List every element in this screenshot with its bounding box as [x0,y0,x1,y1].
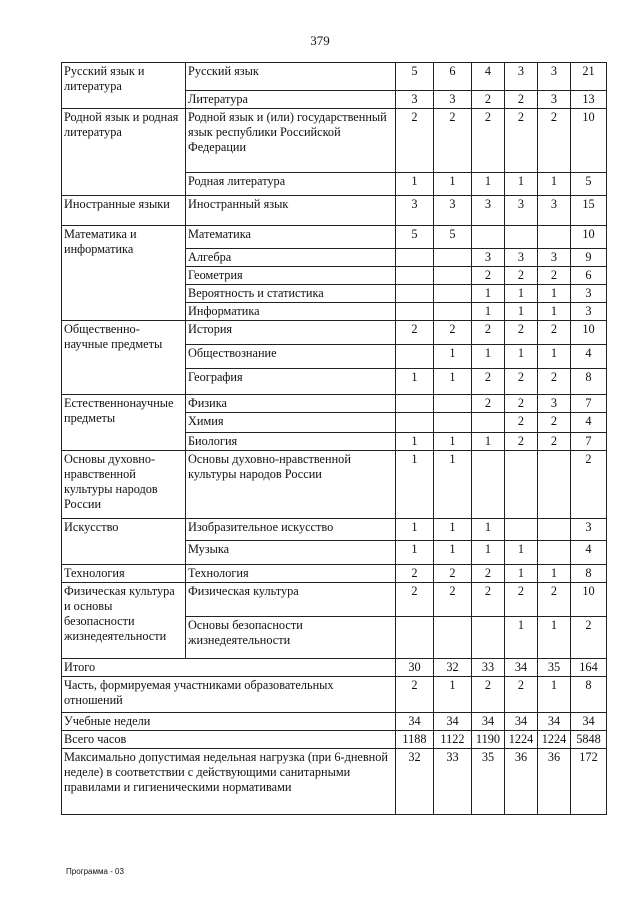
summary-label: Всего часов [62,731,396,749]
hours-grade-8 [505,226,538,249]
hours-grade-7 [472,226,505,249]
hours-grade-9: 34 [538,713,571,731]
hours-grade-9: 1 [538,345,571,369]
subject-name: Биология [186,433,396,451]
subject-name: Музыка [186,541,396,565]
hours-total: 10 [571,109,607,173]
hours-grade-8: 1 [505,173,538,196]
hours-grade-8: 3 [505,196,538,226]
hours-grade-8: 2 [505,321,538,345]
subject-name: Основы безопасности жизнедеятельности [186,617,396,659]
hours-grade-6: 1 [434,541,472,565]
summary-label: Итого [62,659,396,677]
hours-grade-5: 2 [396,109,434,173]
hours-grade-6: 1 [434,173,472,196]
hours-grade-6 [434,303,472,321]
hours-grade-5: 2 [396,677,434,713]
table-row [62,63,607,91]
hours-grade-5: 2 [396,565,434,583]
hours-grade-8: 1 [505,617,538,659]
hours-grade-5 [396,617,434,659]
hours-grade-7 [472,451,505,519]
hours-grade-5: 5 [396,226,434,249]
hours-grade-7: 2 [472,369,505,395]
subject-area: Общественно-научные предметы [62,321,186,395]
subject-name: Изобразительное искусство [186,519,396,541]
hours-grade-7: 1190 [472,731,505,749]
hours-grade-6: 1122 [434,731,472,749]
hours-grade-6: 1 [434,677,472,713]
hours-total: 5 [571,173,607,196]
hours-grade-6: 1 [434,451,472,519]
table-row [62,519,607,541]
hours-grade-6 [434,267,472,285]
hours-grade-9: 3 [538,91,571,109]
hours-grade-8: 2 [505,109,538,173]
page-number: 379 [310,33,330,48]
hours-total: 6 [571,267,607,285]
subject-name: Геометрия [186,267,396,285]
subject-name: Основы духовно-нравственной культуры народов России [186,451,396,519]
hours-grade-8: 2 [505,583,538,617]
hours-grade-5: 1 [396,451,434,519]
hours-grade-9 [538,226,571,249]
hours-grade-9 [538,451,571,519]
hours-grade-8: 2 [505,433,538,451]
table-row [62,749,607,815]
hours-grade-8: 3 [505,249,538,267]
hours-grade-6: 32 [434,659,472,677]
hours-grade-6: 2 [434,583,472,617]
table-row [62,565,607,583]
table-row [62,321,607,345]
hours-grade-9: 3 [538,395,571,413]
subject-area: Основы духовно-нравственной культуры народов России [62,451,186,519]
hours-grade-9: 3 [538,63,571,91]
hours-grade-5: 3 [396,91,434,109]
subject-name: История [186,321,396,345]
hours-grade-7: 2 [472,321,505,345]
hours-total: 172 [571,749,607,815]
hours-grade-7: 1 [472,345,505,369]
subject-area: Искусство [62,519,186,565]
hours-grade-9: 35 [538,659,571,677]
subject-name: Информатика [186,303,396,321]
hours-grade-8 [505,519,538,541]
hours-grade-7: 2 [472,583,505,617]
subject-name: Вероятность и статистика [186,285,396,303]
subject-name: Технология [186,565,396,583]
hours-grade-8: 1 [505,285,538,303]
hours-grade-6 [434,249,472,267]
hours-grade-7: 1 [472,173,505,196]
hours-total: 3 [571,285,607,303]
hours-grade-8: 34 [505,659,538,677]
hours-total: 5848 [571,731,607,749]
hours-grade-5 [396,249,434,267]
hours-grade-8: 2 [505,369,538,395]
footer-label: Программа - 03 [66,867,124,876]
subject-name: Физика [186,395,396,413]
hours-grade-9: 1 [538,303,571,321]
hours-grade-7 [472,617,505,659]
hours-grade-5: 1 [396,519,434,541]
subject-name: География [186,369,396,395]
hours-grade-9: 2 [538,321,571,345]
hours-grade-9 [538,519,571,541]
hours-grade-6: 6 [434,63,472,91]
hours-total: 8 [571,677,607,713]
table-row [62,713,607,731]
hours-grade-9: 2 [538,267,571,285]
hours-grade-7: 2 [472,677,505,713]
hours-grade-7: 2 [472,395,505,413]
hours-grade-8: 1 [505,565,538,583]
table-row [62,731,607,749]
subject-name: Математика [186,226,396,249]
hours-grade-6: 3 [434,91,472,109]
table-row [62,583,607,617]
hours-total: 2 [571,451,607,519]
hours-grade-8: 1 [505,541,538,565]
hours-grade-5 [396,285,434,303]
hours-total: 34 [571,713,607,731]
hours-grade-5 [396,413,434,433]
hours-total: 21 [571,63,607,91]
hours-grade-6: 2 [434,109,472,173]
table-row [62,677,607,713]
curriculum-table [61,62,607,815]
subject-area: Русский язык и литература [62,63,186,109]
hours-total: 10 [571,321,607,345]
table-row [62,395,607,413]
hours-grade-6: 34 [434,713,472,731]
hours-grade-9 [538,541,571,565]
hours-grade-5: 2 [396,583,434,617]
hours-total: 2 [571,617,607,659]
subject-area: Иностранные языки [62,196,186,226]
hours-grade-5: 1 [396,433,434,451]
hours-grade-9: 1 [538,617,571,659]
table-row [62,196,607,226]
hours-grade-8: 2 [505,395,538,413]
summary-label: Учебные недели [62,713,396,731]
hours-grade-9: 2 [538,109,571,173]
hours-grade-5: 5 [396,63,434,91]
hours-total: 13 [571,91,607,109]
hours-grade-9: 2 [538,413,571,433]
subject-name: Иностранный язык [186,196,396,226]
hours-total: 7 [571,433,607,451]
hours-grade-6 [434,413,472,433]
table-row [62,109,607,173]
subject-name: Родная литература [186,173,396,196]
hours-grade-7: 2 [472,91,505,109]
hours-grade-5: 1 [396,541,434,565]
hours-total: 8 [571,565,607,583]
subject-area: Родной язык и родная литература [62,109,186,196]
hours-grade-7: 1 [472,541,505,565]
hours-grade-9: 1 [538,173,571,196]
hours-grade-7: 3 [472,249,505,267]
hours-total: 9 [571,249,607,267]
table-row [62,226,607,249]
hours-total: 164 [571,659,607,677]
hours-grade-9: 2 [538,433,571,451]
subject-area: Математика и информатика [62,226,186,321]
hours-grade-9: 36 [538,749,571,815]
hours-grade-6: 2 [434,565,472,583]
hours-grade-5: 34 [396,713,434,731]
hours-total: 4 [571,541,607,565]
hours-grade-7: 1 [472,433,505,451]
hours-grade-6: 1 [434,345,472,369]
subject-area: Естественнонаучные предметы [62,395,186,451]
hours-total: 8 [571,369,607,395]
hours-total: 3 [571,303,607,321]
hours-grade-7: 34 [472,713,505,731]
hours-grade-9: 1 [538,565,571,583]
hours-grade-7: 35 [472,749,505,815]
hours-grade-8: 3 [505,63,538,91]
hours-grade-8: 36 [505,749,538,815]
hours-grade-9: 1224 [538,731,571,749]
subject-name: Обществознание [186,345,396,369]
hours-grade-7 [472,413,505,433]
hours-total: 4 [571,345,607,369]
hours-grade-5: 30 [396,659,434,677]
hours-grade-7: 1 [472,519,505,541]
hours-grade-7: 2 [472,565,505,583]
hours-grade-6 [434,395,472,413]
hours-grade-7: 3 [472,196,505,226]
hours-grade-9: 1 [538,285,571,303]
hours-grade-8: 1224 [505,731,538,749]
subject-name: Литература [186,91,396,109]
hours-grade-5 [396,345,434,369]
hours-grade-6: 1 [434,369,472,395]
subject-name: Родной язык и (или) государственный язык республики Российской Федерации [186,109,396,173]
hours-grade-6: 2 [434,321,472,345]
hours-total: 10 [571,226,607,249]
hours-grade-5 [396,395,434,413]
hours-grade-8: 2 [505,413,538,433]
hours-grade-5: 3 [396,196,434,226]
hours-grade-7: 33 [472,659,505,677]
subject-name: Алгебра [186,249,396,267]
hours-grade-8: 1 [505,345,538,369]
hours-grade-5: 32 [396,749,434,815]
hours-grade-7: 1 [472,303,505,321]
hours-grade-7: 4 [472,63,505,91]
hours-grade-9: 2 [538,583,571,617]
hours-grade-5 [396,267,434,285]
hours-grade-5: 1 [396,173,434,196]
hours-grade-5: 1188 [396,731,434,749]
table-row [62,659,607,677]
subject-area: Физическая культура и основы безопасности жизнедеятельности [62,583,186,659]
subject-name: Химия [186,413,396,433]
hours-grade-8: 2 [505,267,538,285]
hours-grade-6: 1 [434,519,472,541]
hours-grade-6 [434,285,472,303]
hours-total: 4 [571,413,607,433]
summary-label: Часть, формируемая участниками образовательных отношений [62,677,396,713]
hours-total: 7 [571,395,607,413]
hours-grade-7: 2 [472,267,505,285]
table-row [62,451,607,519]
hours-grade-6: 3 [434,196,472,226]
hours-grade-8: 2 [505,677,538,713]
subject-name: Русский язык [186,63,396,91]
hours-grade-6: 33 [434,749,472,815]
hours-grade-8: 34 [505,713,538,731]
hours-grade-9: 3 [538,249,571,267]
hours-grade-7: 2 [472,109,505,173]
hours-grade-6: 5 [434,226,472,249]
hours-grade-5 [396,303,434,321]
subject-name: Физическая культура [186,583,396,617]
hours-grade-9: 3 [538,196,571,226]
hours-grade-6: 1 [434,433,472,451]
hours-total: 10 [571,583,607,617]
hours-total: 3 [571,519,607,541]
hours-grade-6 [434,617,472,659]
hours-grade-7: 1 [472,285,505,303]
hours-grade-8: 1 [505,303,538,321]
hours-total: 15 [571,196,607,226]
hours-grade-9: 1 [538,677,571,713]
subject-area: Технология [62,565,186,583]
summary-label: Максимально допустимая недельная нагрузка (при 6-дневной неделе) в соответствии с действующими санитарными правилами и гигиеническими нормативами [62,749,396,815]
hours-grade-8: 2 [505,91,538,109]
hours-grade-8 [505,451,538,519]
hours-grade-5: 2 [396,321,434,345]
hours-grade-9: 2 [538,369,571,395]
hours-grade-5: 1 [396,369,434,395]
